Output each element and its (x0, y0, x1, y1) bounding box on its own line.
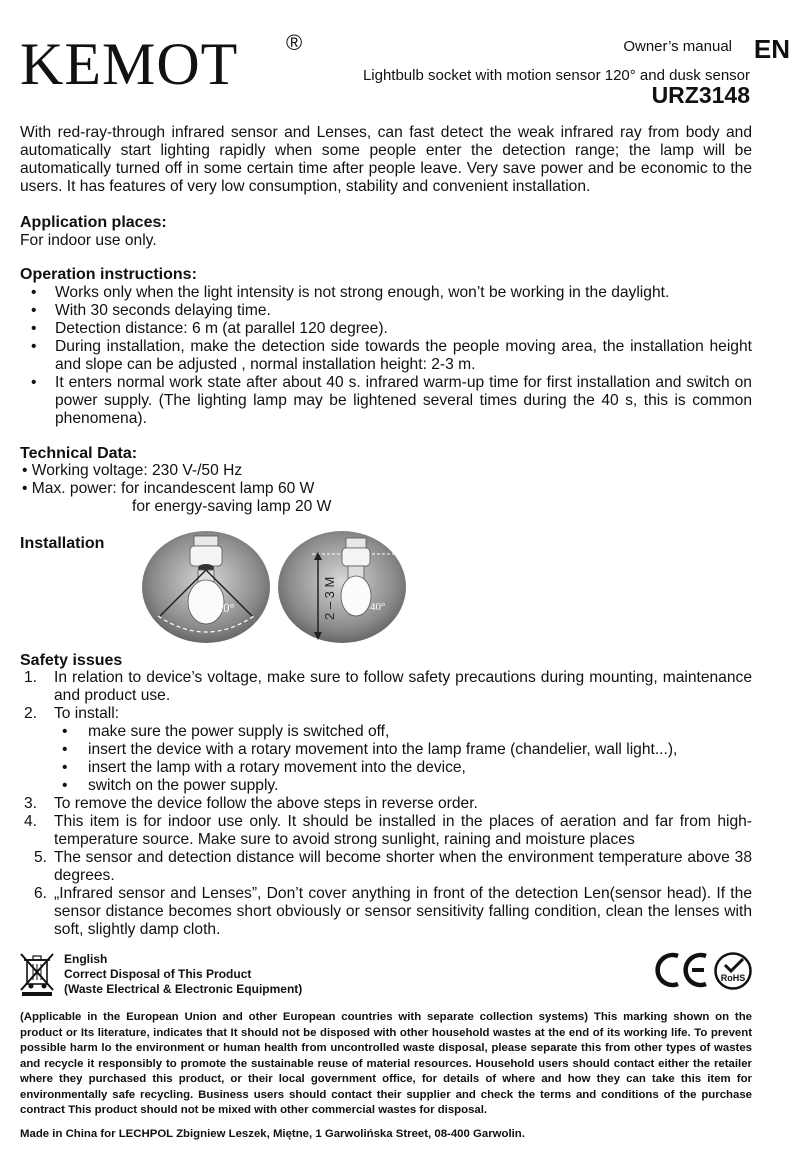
install-steps (54, 723, 752, 795)
item-text: To install: (54, 705, 120, 722)
item-number: 1. (24, 669, 38, 686)
technical-heading: Technical Data: (20, 445, 138, 462)
list-item: • insert the device with a rotary movement into the lamp frame (chandelier, wall light...), (54, 741, 752, 759)
language-code: EN (753, 34, 790, 64)
safety-list (20, 669, 752, 939)
item-number: 2. (24, 705, 38, 722)
angle-label-2: 40° (370, 601, 386, 613)
weee-language: English (64, 952, 108, 966)
list-item (20, 795, 752, 813)
weee-title: Correct Disposal of This Product (64, 967, 252, 981)
operation-list (20, 284, 752, 428)
intro-paragraph: With red-ray-through infrared sensor and Lenses, can fast detect the weak infrared ray from body and automatically start lighting rapidly when some people enter the detection range; the lamp will be automatically turned off in some certain time after people leave. Very save power and be economic to the users. It has features of very low consumption, stability and convenient installation. (20, 124, 752, 195)
item-number: 4. (24, 813, 38, 830)
installation-heading: Installation (20, 535, 105, 552)
list-item: • switch on the power supply. (54, 777, 752, 795)
disposal-paragraph: (Applicable in the European Union and other European countries with separate collection systems) This marking shown on the product or Its literature, indicates that It should not be disposed with other household wastes at the end of its working life. To prevent possible harm lo the environment or human health from uncontrolled waste disposal, please separate this from other types of wastes and recycle it responsibly to promote the sustainable reuse of material resources. Household users should contact either the retailer where they purchased this product, or their local government office, for details of where and how they can take this item for environmentally safe recycling. Business users should contact their supplier and check the terms and conditions of the purchase contract This product should not be mixed with other commercial wastes for disposal. (20, 1011, 752, 1116)
item-text: To remove the device follow the above steps in reverse order. (54, 795, 478, 812)
item-text: In relation to device’s voltage, make sure to follow safety precautions during mounting, maintenance and product use. (54, 669, 752, 704)
application-text: For indoor use only. (20, 232, 157, 249)
list-item (20, 813, 752, 849)
safety-heading: Safety issues (20, 652, 123, 669)
power-spec-2: for energy-saving lamp 20 W (132, 498, 332, 515)
item-number: 6. (34, 885, 48, 902)
item-number: 5. (34, 849, 48, 866)
product-subtitle: Lightbulb socket with motion sensor 120° and dusk sensor (362, 67, 750, 84)
height-label: 2 – 3 M (322, 576, 337, 620)
list-item: • Works only when the light intensity is not strong enough, won’t be working in the daylight. (20, 284, 752, 302)
list-item: • make sure the power supply is switched off, (54, 723, 752, 741)
list-item (20, 705, 752, 795)
list-item (20, 849, 752, 885)
list-item: • During installation, make the detection side towards the people moving area, the installation height and slope can be adjusted , normal installation height: 2-3 m. (20, 338, 752, 374)
operation-heading: Operation instructions: (20, 266, 197, 283)
model-number: URZ3148 (651, 82, 750, 108)
item-text: The sensor and detection distance will become shorter when the environment temperature above 38 degrees. (54, 849, 752, 884)
power-spec: • Max. power: for incandescent lamp 60 W (22, 480, 315, 497)
item-text: „Infrared sensor and Lenses”, Don’t cover anything in front of the detection Len(sensor head). If the sensor distance becomes short obviously or sensor sensitivity falling condition, clean the lenses with soft, slightly damp cloth. (54, 885, 752, 938)
list-item: • insert the lamp with a rotary movement into the device, (54, 759, 752, 777)
installation-diagram-angle (140, 530, 272, 645)
ce-mark-icon (654, 950, 710, 990)
list-item: • It enters normal work state after about 40 s. infrared warm-up time for first installation and switch on power supply. (The lighting lamp may be lightened several times during the 40 s, this is common phenomena). (20, 374, 752, 428)
voltage-spec: • Working voltage: 230 V-/50 Hz (22, 462, 243, 479)
weee-bin-icon (18, 952, 56, 996)
list-item: • With 30 seconds delaying time. (20, 302, 752, 320)
rohs-label: RoHS (720, 973, 746, 983)
registered-mark: ® (286, 30, 303, 55)
list-item (20, 885, 752, 939)
installation-diagram-height (276, 530, 408, 645)
angle-label: 120° (210, 600, 235, 615)
manual-label: Owner’s manual (623, 38, 732, 55)
list-item: • Detection distance: 6 m (at parallel 120 degree). (20, 320, 752, 338)
rohs-icon (713, 951, 753, 991)
item-number: 3. (24, 795, 38, 812)
technical-data (22, 462, 331, 516)
brand-logo: KEMOT (20, 31, 239, 97)
application-heading: Application places: (20, 214, 167, 231)
made-in-line: Made in China for LECHPOL Zbigniew Leszek, Miętne, 1 Garwolińska Street, 08-400 Garwolin. (20, 1128, 525, 1140)
item-text: This item is for indoor use only. It should be installed in the places of aeration and far from high-temperature source. Make sure to avoid strong sunlight, raining and moisture places (54, 813, 752, 848)
weee-notice (64, 952, 302, 997)
list-item (20, 669, 752, 705)
weee-subtitle: (Waste Electrical & Electronic Equipment) (64, 982, 303, 996)
